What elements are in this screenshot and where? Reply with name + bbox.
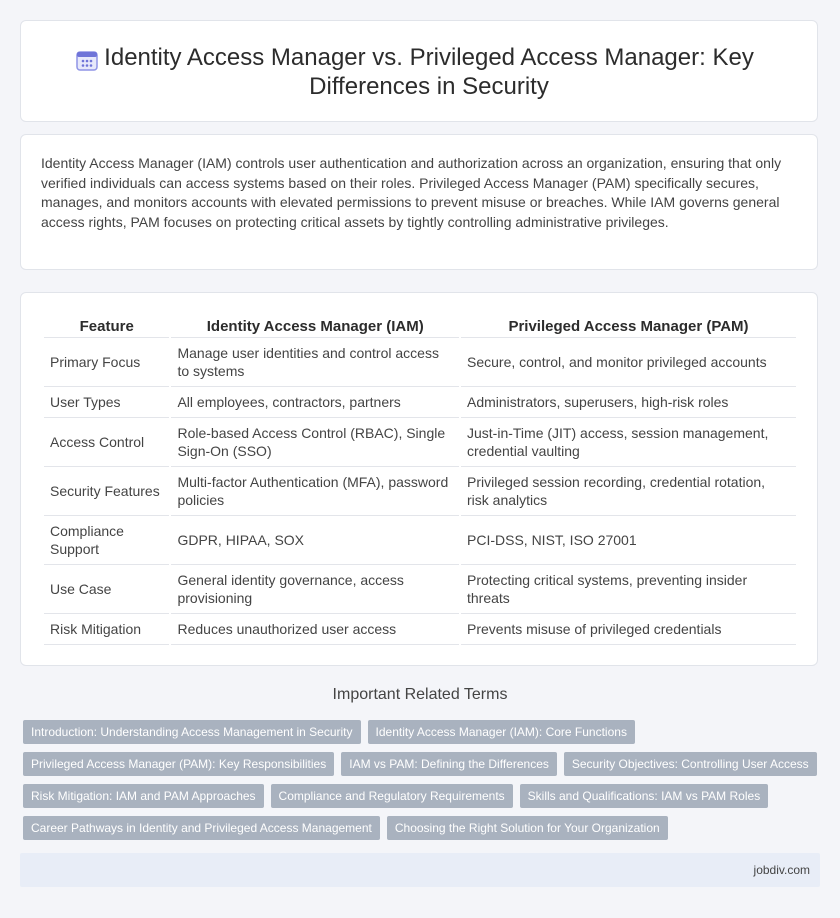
row-iam: Role-based Access Control (RBAC), Single Sign-On (SSO) bbox=[171, 418, 459, 467]
table-row bbox=[44, 516, 796, 565]
row-pam: Administrators, superusers, high-risk roles bbox=[461, 387, 796, 418]
row-iam: All employees, contractors, partners bbox=[171, 387, 459, 418]
intro-card bbox=[20, 134, 818, 270]
tag-row bbox=[23, 784, 823, 808]
header-iam: Identity Access Manager (IAM) bbox=[171, 315, 459, 338]
related-term-tag[interactable]: IAM vs PAM: Defining the Differences bbox=[341, 752, 557, 776]
related-terms-list bbox=[23, 720, 823, 848]
footer-bar bbox=[20, 853, 820, 887]
row-feature: User Types bbox=[44, 387, 169, 418]
row-feature: Risk Mitigation bbox=[44, 614, 169, 645]
header-pam: Privileged Access Manager (PAM) bbox=[461, 315, 796, 338]
related-term-tag[interactable]: Identity Access Manager (IAM): Core Functions bbox=[368, 720, 635, 744]
row-pam: Just-in-Time (JIT) access, session management, credential vaulting bbox=[461, 418, 796, 467]
tag-row bbox=[23, 720, 823, 744]
related-terms-title: Important Related Terms bbox=[332, 686, 508, 703]
row-pam: Secure, control, and monitor privileged accounts bbox=[461, 338, 796, 387]
related-term-tag[interactable]: Skills and Qualifications: IAM vs PAM Roles bbox=[520, 784, 769, 808]
table-row bbox=[44, 565, 796, 614]
related-term-tag[interactable]: Risk Mitigation: IAM and PAM Approaches bbox=[23, 784, 264, 808]
related-term-tag[interactable]: Introduction: Understanding Access Management in Security bbox=[23, 720, 361, 744]
comparison-card bbox=[20, 292, 818, 666]
site-link[interactable]: jobdiv.com bbox=[753, 863, 810, 877]
row-iam: General identity governance, access provisioning bbox=[171, 565, 459, 614]
row-iam: Multi-factor Authentication (MFA), password policies bbox=[171, 467, 459, 516]
table-row bbox=[44, 387, 796, 418]
comparison-table bbox=[42, 315, 798, 645]
row-feature: Compliance Support bbox=[44, 516, 169, 565]
related-term-tag[interactable]: Compliance and Regulatory Requirements bbox=[271, 784, 513, 808]
table-row bbox=[44, 467, 796, 516]
row-pam: Prevents misuse of privileged credentials bbox=[461, 614, 796, 645]
table-row bbox=[44, 614, 796, 645]
related-term-tag[interactable]: Career Pathways in Identity and Privileged Access Management bbox=[23, 816, 380, 840]
intro-paragraph: Identity Access Manager (IAM) controls user authentication and authorization across an organization, ensuring that only verified individuals can access systems based on their roles. Privileged Access Manager (PAM) specifically secures, manages, and monitors accounts with elevated permissions to prevent misuse or breaches. While IAM governs general access rights, PAM focuses on protecting critical assets by tightly controlling administrative privileges. bbox=[41, 155, 782, 230]
row-feature: Security Features bbox=[44, 467, 169, 516]
header-feature: Feature bbox=[44, 315, 169, 338]
table-row bbox=[44, 338, 796, 387]
related-term-tag[interactable]: Security Objectives: Controlling User Access bbox=[564, 752, 817, 776]
row-feature: Use Case bbox=[44, 565, 169, 614]
row-iam: GDPR, HIPAA, SOX bbox=[171, 516, 459, 565]
row-pam: Privileged session recording, credential rotation, risk analytics bbox=[461, 467, 796, 516]
related-term-tag[interactable]: Choosing the Right Solution for Your Organization bbox=[387, 816, 668, 840]
table-row bbox=[44, 418, 796, 467]
row-pam: PCI-DSS, NIST, ISO 27001 bbox=[461, 516, 796, 565]
table-header-row bbox=[44, 315, 796, 338]
row-feature: Primary Focus bbox=[44, 338, 169, 387]
title-card bbox=[20, 20, 818, 122]
related-term-tag[interactable]: Privileged Access Manager (PAM): Key Responsibilities bbox=[23, 752, 334, 776]
row-iam: Reduces unauthorized user access bbox=[171, 614, 459, 645]
row-pam: Protecting critical systems, preventing insider threats bbox=[461, 565, 796, 614]
tag-row bbox=[23, 752, 823, 776]
row-iam: Manage user identities and control access to systems bbox=[171, 338, 459, 387]
row-feature: Access Control bbox=[44, 418, 169, 467]
page-title: Identity Access Manager vs. Privileged Access Manager: Key Differences in Security bbox=[104, 44, 754, 100]
tag-row bbox=[23, 816, 823, 840]
